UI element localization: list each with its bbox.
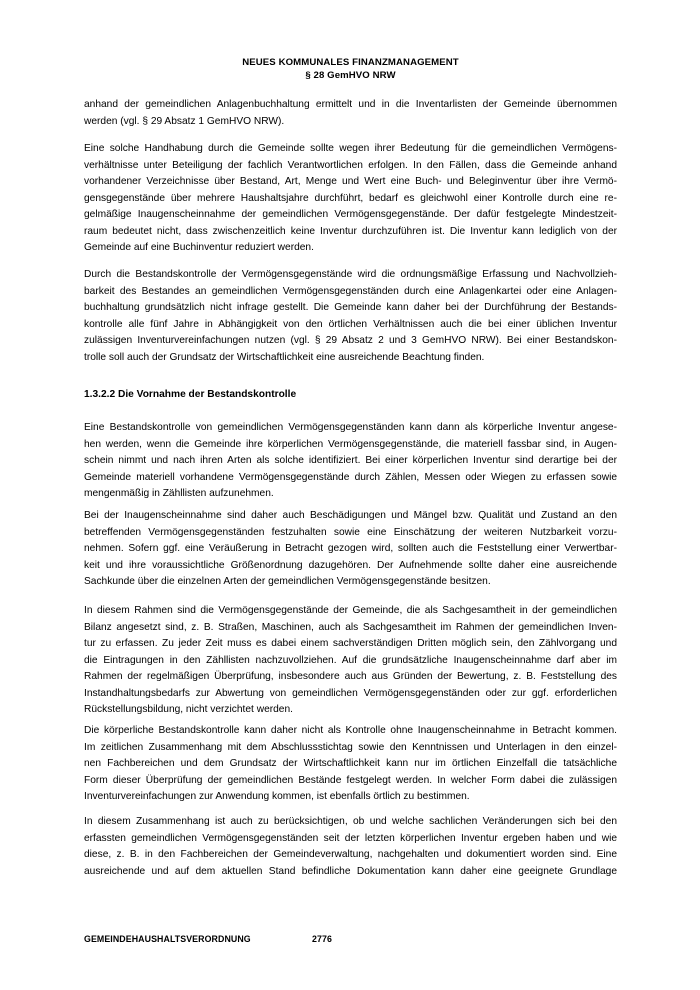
footer-label: GEMEINDEHAUSHALTSVERORDNUNG	[84, 934, 251, 944]
paragraph-line: nen Fachbereichen und dem Grundsatz der Wirtschaftlichkeit kann nur im örtlichen Einzelfall die tatsächliche	[84, 758, 617, 769]
page-number: 2776	[312, 934, 332, 944]
paragraph-line: Instandhaltungsbedarfs zur Abwertung von gemeindlichen Vermögensgegenständen oder zur ggf. erforderlichen	[84, 687, 617, 699]
paragraph	[84, 97, 617, 130]
paragraph-line: Sachkunde über die einzelnen Arten der gemeindlichen Vermögensgegenstände besitzen.	[84, 576, 491, 587]
paragraph-line: vorhandener Verzeichnisse über Bestand, Art, Menge und Wert eine Buch- und Beleginventur über ihre Vermö-	[84, 176, 617, 187]
paragraph-line: In diesem Rahmen sind die Vermögensgegenstände der Gemeinde, die als Sachgesamtheit in der gemeindlichen	[84, 605, 617, 616]
paragraph-line: Durch die Bestandskontrolle der Vermögensgegenstände wird die ordnungsmäßige Erfassung und Nachvollzieh-	[84, 269, 617, 280]
paragraph	[84, 420, 617, 503]
paragraph-line: Gemeinde materiell vorhandene Vermögensgegenstände durch Zählen, Messen oder Wiegen zu erfassen sowie	[84, 471, 617, 483]
paragraph-line: raum bedeutet nicht, dass zwischenzeitlich keine Inventur durchzuführen ist. Die Inventur kann lediglich von der	[84, 225, 617, 237]
paragraph-line: buchhaltung grundsätzlich nicht infrage gestellt. Die Gemeinde kann daher bei der Durchführung der Bestands-	[84, 302, 617, 313]
paragraph-line: Eine solche Handhabung durch die Gemeinde sollte wegen ihrer Bedeutung für die gemeindlichen Vermögens-	[84, 143, 617, 154]
paragraph	[84, 508, 617, 591]
paragraph-line: betreffenden Vermögensgegenständen festzuhalten sowie eine Einschätzung der weiteren Nutzbarkeit vorzu-	[84, 526, 617, 538]
paragraph-line: Rückstellungsbildung, nicht verzichtet werden.	[84, 704, 293, 715]
paragraph-line: Bilanz angesetzt sind, z. B. Straßen, Maschinen, auch als Sachgesamtheit im Rahmen der gemeindlichen Inven-	[84, 621, 617, 633]
paragraph-line: trolle soll auch der Grundsatz der Wirtschaftlichkeit eine ausreichende Beachtung finden.	[84, 351, 485, 363]
paragraph-line: Im zeitlichen Zusammenhang mit dem Abschlussstichtag sowie den Kenntnissen und Unterlagen in den einzel-	[84, 741, 617, 753]
paragraph-line: keit und ihre voraussichtliche Größenordnung dazugehören. Der Aufnehmende sollte daher eine ausreichende	[84, 559, 617, 571]
paragraph-line: zulässigen Inventurvereinfachungen nutzen (vgl. § 29 Absatz 2 und 3 GemHVO NRW). Bei einer Bestandskon-	[84, 335, 617, 346]
document-footer	[84, 934, 617, 945]
paragraph-line: Gemeinde auf eine Buchinventur reduziert werden.	[84, 242, 314, 253]
paragraph-line: die Eintragungen in den Zähllisten nachzuvollziehen. Auf die grundsätzliche Inaugenscheinnahme darf aber im	[84, 654, 617, 666]
paragraph-line: schein nimmt und nach ihren Arten als solche identifiziert. Bei einer körperlichen Inventur sind derartige bei der	[84, 455, 617, 466]
paragraph	[84, 267, 617, 366]
paragraph-line: tur zu erfassen. Zu jeder Zeit muss es dabei einem sachverständigen Dritten möglich sein, den Zählvorgang und	[84, 638, 617, 649]
paragraph-line: verhältnisse unter Beteiligung der fachlich Verantwortlichen erfolgen. In den Fällen, dass die Gemeinde anhand	[84, 159, 617, 171]
paragraph-line: nehmen. Sofern ggf. eine Veräußerung in Betracht gezogen wird, sollten auch die Feststellung einer Verwertbar-	[84, 543, 617, 554]
paragraph-line: Die körperliche Bestandskontrolle kann daher nicht als Kontrolle ohne Inaugenscheinnahme in Betracht kommen.	[84, 725, 617, 736]
paragraph-line: hen werden, wenn die Gemeinde ihre körperlichen Vermögensgegenstände, die materiell fassbar sind, in Augen-	[84, 438, 617, 450]
paragraph	[84, 814, 617, 880]
document-header	[84, 56, 617, 82]
section-heading: 1.3.2.2 Die Vornahme der Bestandskontrolle	[84, 389, 297, 400]
document-subtitle: § 28 GemHVO NRW	[305, 70, 396, 81]
paragraph-line: Bei der Inaugenscheinnahme sind daher auch Beschädigungen und Mängel bzw. Qualität und Zustand an den	[84, 510, 617, 521]
paragraph-line: ausreichende und auf dem aktuellen Stand befindliche Dokumentation kann daher eine geeignete Grundlage	[84, 865, 617, 877]
paragraph-line: diese, z. B. in den Fachbereichen der Gemeindeverwaltung, nachgehalten und dokumentiert worden sind. Eine	[84, 849, 617, 860]
paragraph-line: In diesem Zusammenhang ist auch zu berücksichtigen, ob und welche sachlichen Veränderungen sich bei den	[84, 816, 617, 827]
paragraph-line: Eine Bestandskontrolle von gemeindlichen Vermögensgegenständen kann dann als körperliche Inventur angese-	[84, 422, 617, 433]
paragraph-line: mengenmäßig in Zähllisten aufzunehmen.	[84, 488, 274, 499]
paragraph-line: gensgegenstände über mehrere Haushaltsjahre durchführt, bedarf es gleichwohl einer Kontrolle durch eine re-	[84, 192, 617, 204]
paragraph-line: anhand der gemeindlichen Anlagenbuchhaltung ermittelt und in die Inventarlisten der Gemeinde übernommen	[84, 99, 617, 110]
paragraph	[84, 603, 617, 719]
paragraph	[84, 723, 617, 806]
paragraph-line: kontrolle alle fünf Jahre in Abhängigkeit von den örtlichen Verhältnissen auch die bei einer üblichen Inventur	[84, 318, 617, 330]
paragraph-line: erfassten gemeindlichen Vermögensgegenständen seit der letzten körperlichen Inventur ergeben haben und wie	[84, 832, 617, 844]
paragraph-line: werden (vgl. § 29 Absatz 1 GemHVO NRW).	[84, 115, 285, 127]
paragraph-line: gelmäßige Inaugenscheinnahme der gemeindlichen Vermögensgegenstände. Der dafür festgelegte Mindestzeit-	[84, 209, 617, 220]
paragraph	[84, 141, 617, 257]
document-title: NEUES KOMMUNALES FINANZMANAGEMENT	[242, 57, 459, 68]
paragraph-line: Inventurvereinfachungen zur Anwendung kommen, ist ebenfalls örtlich zu bestimmen.	[84, 791, 470, 802]
paragraph-line: Form dieser Überprüfung der gemeindlichen Bestände festgelegt werden. In welcher Form dabei die zulässigen	[84, 774, 617, 786]
paragraph-line: barkeit des Bestandes an gemeindlichen Vermögensgegenständen durch eine Anlagenkartei oder eine Anlagen-	[84, 285, 617, 297]
paragraph-line: Rahmen der regelmäßigen Überprüfung, insbesondere auch aus Gründen der Bewertung, z. B. Feststellung des	[84, 671, 617, 682]
